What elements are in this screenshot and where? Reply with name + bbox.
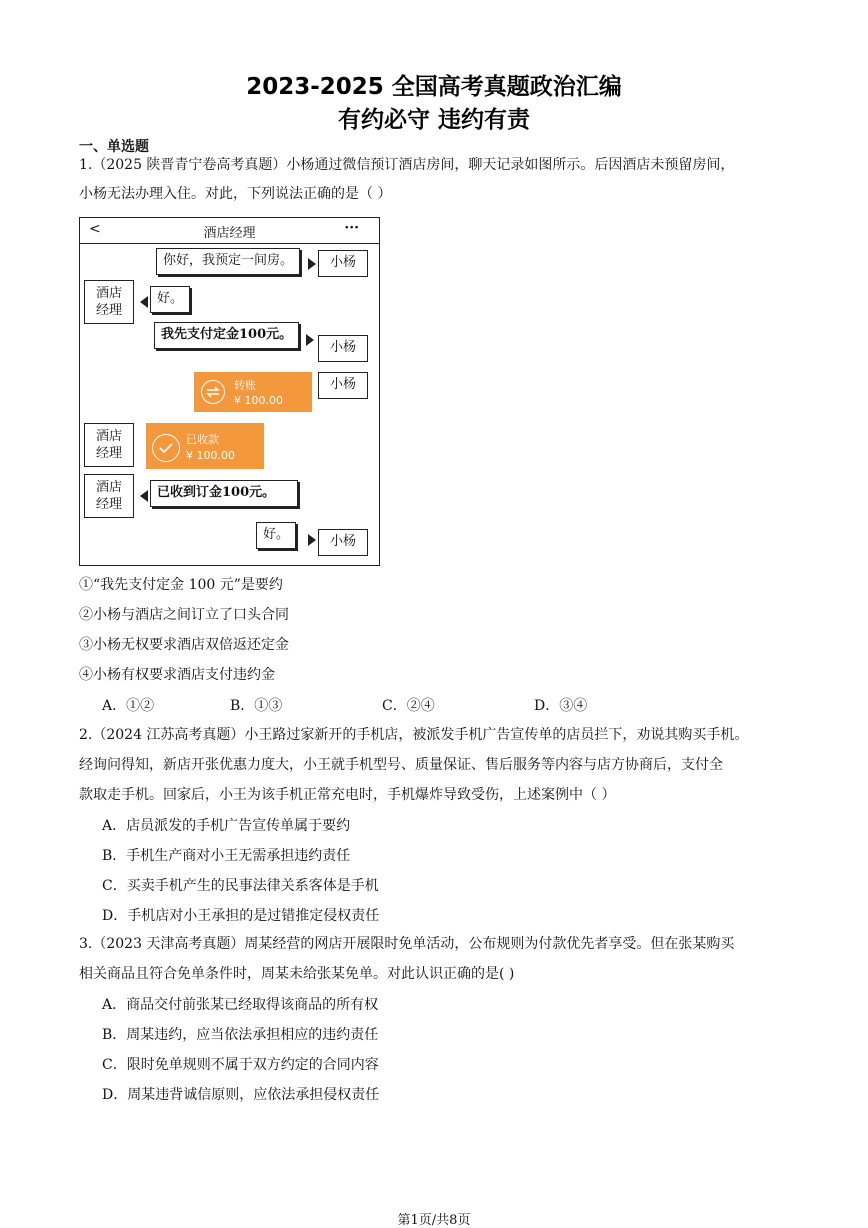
received-amount: ¥ 100.00 xyxy=(186,449,235,462)
q2-option-d: D．手机店对小王承担的是过错推定侵权责任 xyxy=(102,908,380,924)
q3-stem-line1: 3.（2023 天津高考真题）周某经营的网店开展限时免单活动，公布规则为付款优先者享受。但在张某购买 xyxy=(79,936,735,952)
q2-option-b: B．手机生产商对小王无需承担违约责任 xyxy=(102,848,351,864)
avatar-manager xyxy=(84,474,134,518)
q1-stem-line2: 小杨无法办理入住。对此，下列说法正确的是（ ） xyxy=(79,186,392,202)
bubble-tail xyxy=(140,296,148,308)
document-title: 2023-2025 全国高考真题政治汇编 xyxy=(246,74,622,100)
chat-bubble-5: 好。 xyxy=(256,522,296,549)
back-icon: < xyxy=(89,221,101,237)
avatar-xiaoyang: 小杨 xyxy=(318,250,368,277)
avatar-manager-line1: 酒店 xyxy=(95,429,122,444)
chat-bubble-2: 好。 xyxy=(150,286,190,313)
avatar-manager xyxy=(84,280,134,324)
q1-option-c: C．②④ xyxy=(382,698,435,714)
q1-statement-3: ③小杨无权要求酒店双倍返还定金 xyxy=(79,637,289,653)
bubble-tail xyxy=(306,334,314,346)
q1-option-b: B．①③ xyxy=(230,698,283,714)
transfer-icon xyxy=(201,380,225,404)
avatar-manager xyxy=(84,423,134,467)
q1-statement-1: ①“我先支付定金 100 元”是要约 xyxy=(79,577,283,593)
received-label: 已收款 xyxy=(186,433,219,446)
avatar-manager-line2: 经理 xyxy=(95,497,122,512)
transfer-label: 转账 xyxy=(234,379,256,392)
received-card xyxy=(146,423,264,469)
bubble-tail xyxy=(140,490,148,502)
avatar-xiaoyang: 小杨 xyxy=(318,529,368,556)
more-icon: ··· xyxy=(344,220,359,236)
q2-stem-line3: 款取走手机。回家后，小王为该手机正常充电时，手机爆炸导致受伤，上述案例中（ ） xyxy=(79,787,616,803)
avatar-xiaoyang: 小杨 xyxy=(318,335,368,362)
q3-option-a: A．商品交付前张某已经取得该商品的所有权 xyxy=(102,997,379,1013)
q1-statement-2: ②小杨与酒店之间订立了口头合同 xyxy=(79,607,289,623)
avatar-manager-line1: 酒店 xyxy=(95,480,122,495)
q3-option-d: D．周某违背诚信原则，应依法承担侵权责任 xyxy=(102,1087,380,1103)
section-heading: 一、单选题 xyxy=(79,139,149,155)
avatar-manager-line1: 酒店 xyxy=(95,286,122,301)
transfer-card xyxy=(194,372,312,412)
q3-option-b: B．周某违约，应当依法承担相应的违约责任 xyxy=(102,1027,379,1043)
q1-option-d: D．③④ xyxy=(534,698,588,714)
q2-stem-line1: 2.（2024 江苏高考真题）小王路过家新开的手机店，被派发手机广告宣传单的店员拦下，劝说其购买手机。 xyxy=(79,727,749,743)
check-icon xyxy=(152,434,180,462)
q1-option-a: A．①② xyxy=(102,698,155,714)
q2-option-a: A．店员派发的手机广告宣传单属于要约 xyxy=(102,818,351,834)
avatar-xiaoyang: 小杨 xyxy=(318,372,368,399)
q1-stem-line1: 1.（2025 陕晋青宁卷高考真题）小杨通过微信预订酒店房间，聊天记录如图所示。后因酒店未预留房间， xyxy=(79,157,735,173)
bubble-tail xyxy=(308,258,316,270)
chat-bubble-4: 已收到订金100元。 xyxy=(150,480,298,507)
q2-option-c: C．买卖手机产生的民事法律关系客体是手机 xyxy=(102,878,379,894)
avatar-manager-line2: 经理 xyxy=(95,446,122,461)
q2-stem-line2: 经询问得知，新店开张优惠力度大，小王就手机型号、质量保证、售后服务等内容与店方协商后，支付全 xyxy=(79,757,723,773)
q3-stem-line2: 相关商品且符合免单条件时，周某未给张某免单。对此认识正确的是( ) xyxy=(79,966,515,982)
q1-statement-4: ④小杨有权要求酒店支付违约金 xyxy=(79,667,275,683)
chat-title: 酒店经理 xyxy=(203,226,256,241)
chat-bubble-3: 我先支付定金100元。 xyxy=(154,322,299,349)
chat-bubble-1: 你好，我预定一间房。 xyxy=(156,248,300,275)
page-footer: 第1页/共8页 xyxy=(397,1213,471,1228)
document-subtitle: 有约必守 违约有责 xyxy=(337,107,530,133)
transfer-amount: ¥ 100.00 xyxy=(234,394,283,407)
bubble-tail xyxy=(308,534,316,546)
q3-option-c: C．限时免单规则不属于双方约定的合同内容 xyxy=(102,1057,379,1073)
avatar-manager-line2: 经理 xyxy=(95,303,122,318)
chat-screenshot xyxy=(79,217,380,566)
chat-header xyxy=(80,218,379,244)
